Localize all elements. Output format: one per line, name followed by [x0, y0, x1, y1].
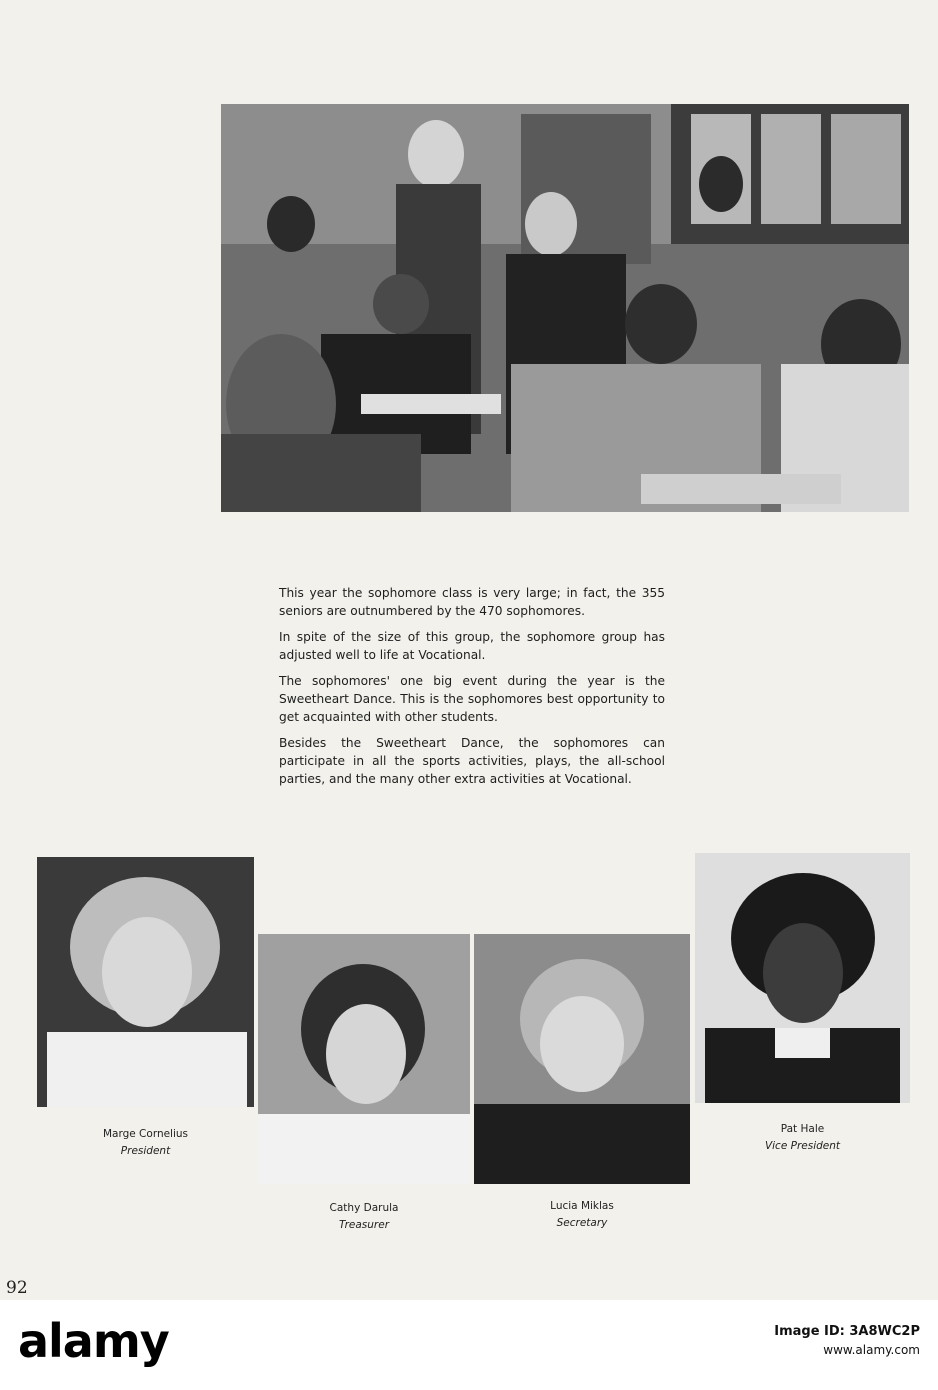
alamy-logo: alamy — [18, 1314, 169, 1368]
officer-role: Vice President — [764, 1140, 841, 1152]
portrait-cathy-darula — [258, 934, 470, 1184]
classroom-photo — [221, 104, 909, 512]
officer-name: Lucia Miklas — [550, 1200, 614, 1212]
officer-name: Pat Hale — [780, 1123, 825, 1135]
paragraph: This year the sophomore class is very large; in fact, the 355 seniors are outnumbered by the 470 sophomores. — [279, 586, 665, 618]
paragraph: Besides the Sweetheart Dance, the sophomores can participate in all the sports activities, plays, the all-school parties, and the many other extra activities at Vocational. — [279, 736, 665, 786]
stock-footer — [0, 1300, 938, 1390]
officer-name: Cathy Darula — [329, 1202, 399, 1214]
officer-role: President — [120, 1145, 171, 1157]
portrait-pat-hale — [695, 853, 910, 1103]
officer-role: Secretary — [556, 1217, 608, 1229]
caption-cathy-darula — [258, 1200, 470, 1234]
caption-pat-hale — [695, 1121, 910, 1155]
caption-lucia-miklas — [474, 1198, 690, 1232]
article-text — [279, 584, 665, 796]
paragraph: The sophomores' one big event during the year is the Sweetheart Dance. This is the sophomores best opportunity to get acquainted with other students. — [279, 674, 665, 724]
portrait-lucia-miklas — [474, 934, 690, 1184]
page-number: 92 — [6, 1278, 28, 1298]
website-link[interactable]: www.alamy.com — [823, 1343, 920, 1357]
footer-info — [774, 1322, 920, 1360]
paragraph: In spite of the size of this group, the sophomore group has adjusted well to life at Vocational. — [279, 630, 665, 662]
image-id: Image ID: 3A8WC2P — [774, 1324, 920, 1339]
officer-name: Marge Cornelius — [102, 1128, 189, 1140]
officer-role: Treasurer — [338, 1219, 390, 1231]
portrait-marge-cornelius — [37, 857, 254, 1107]
caption-marge-cornelius — [37, 1126, 254, 1160]
